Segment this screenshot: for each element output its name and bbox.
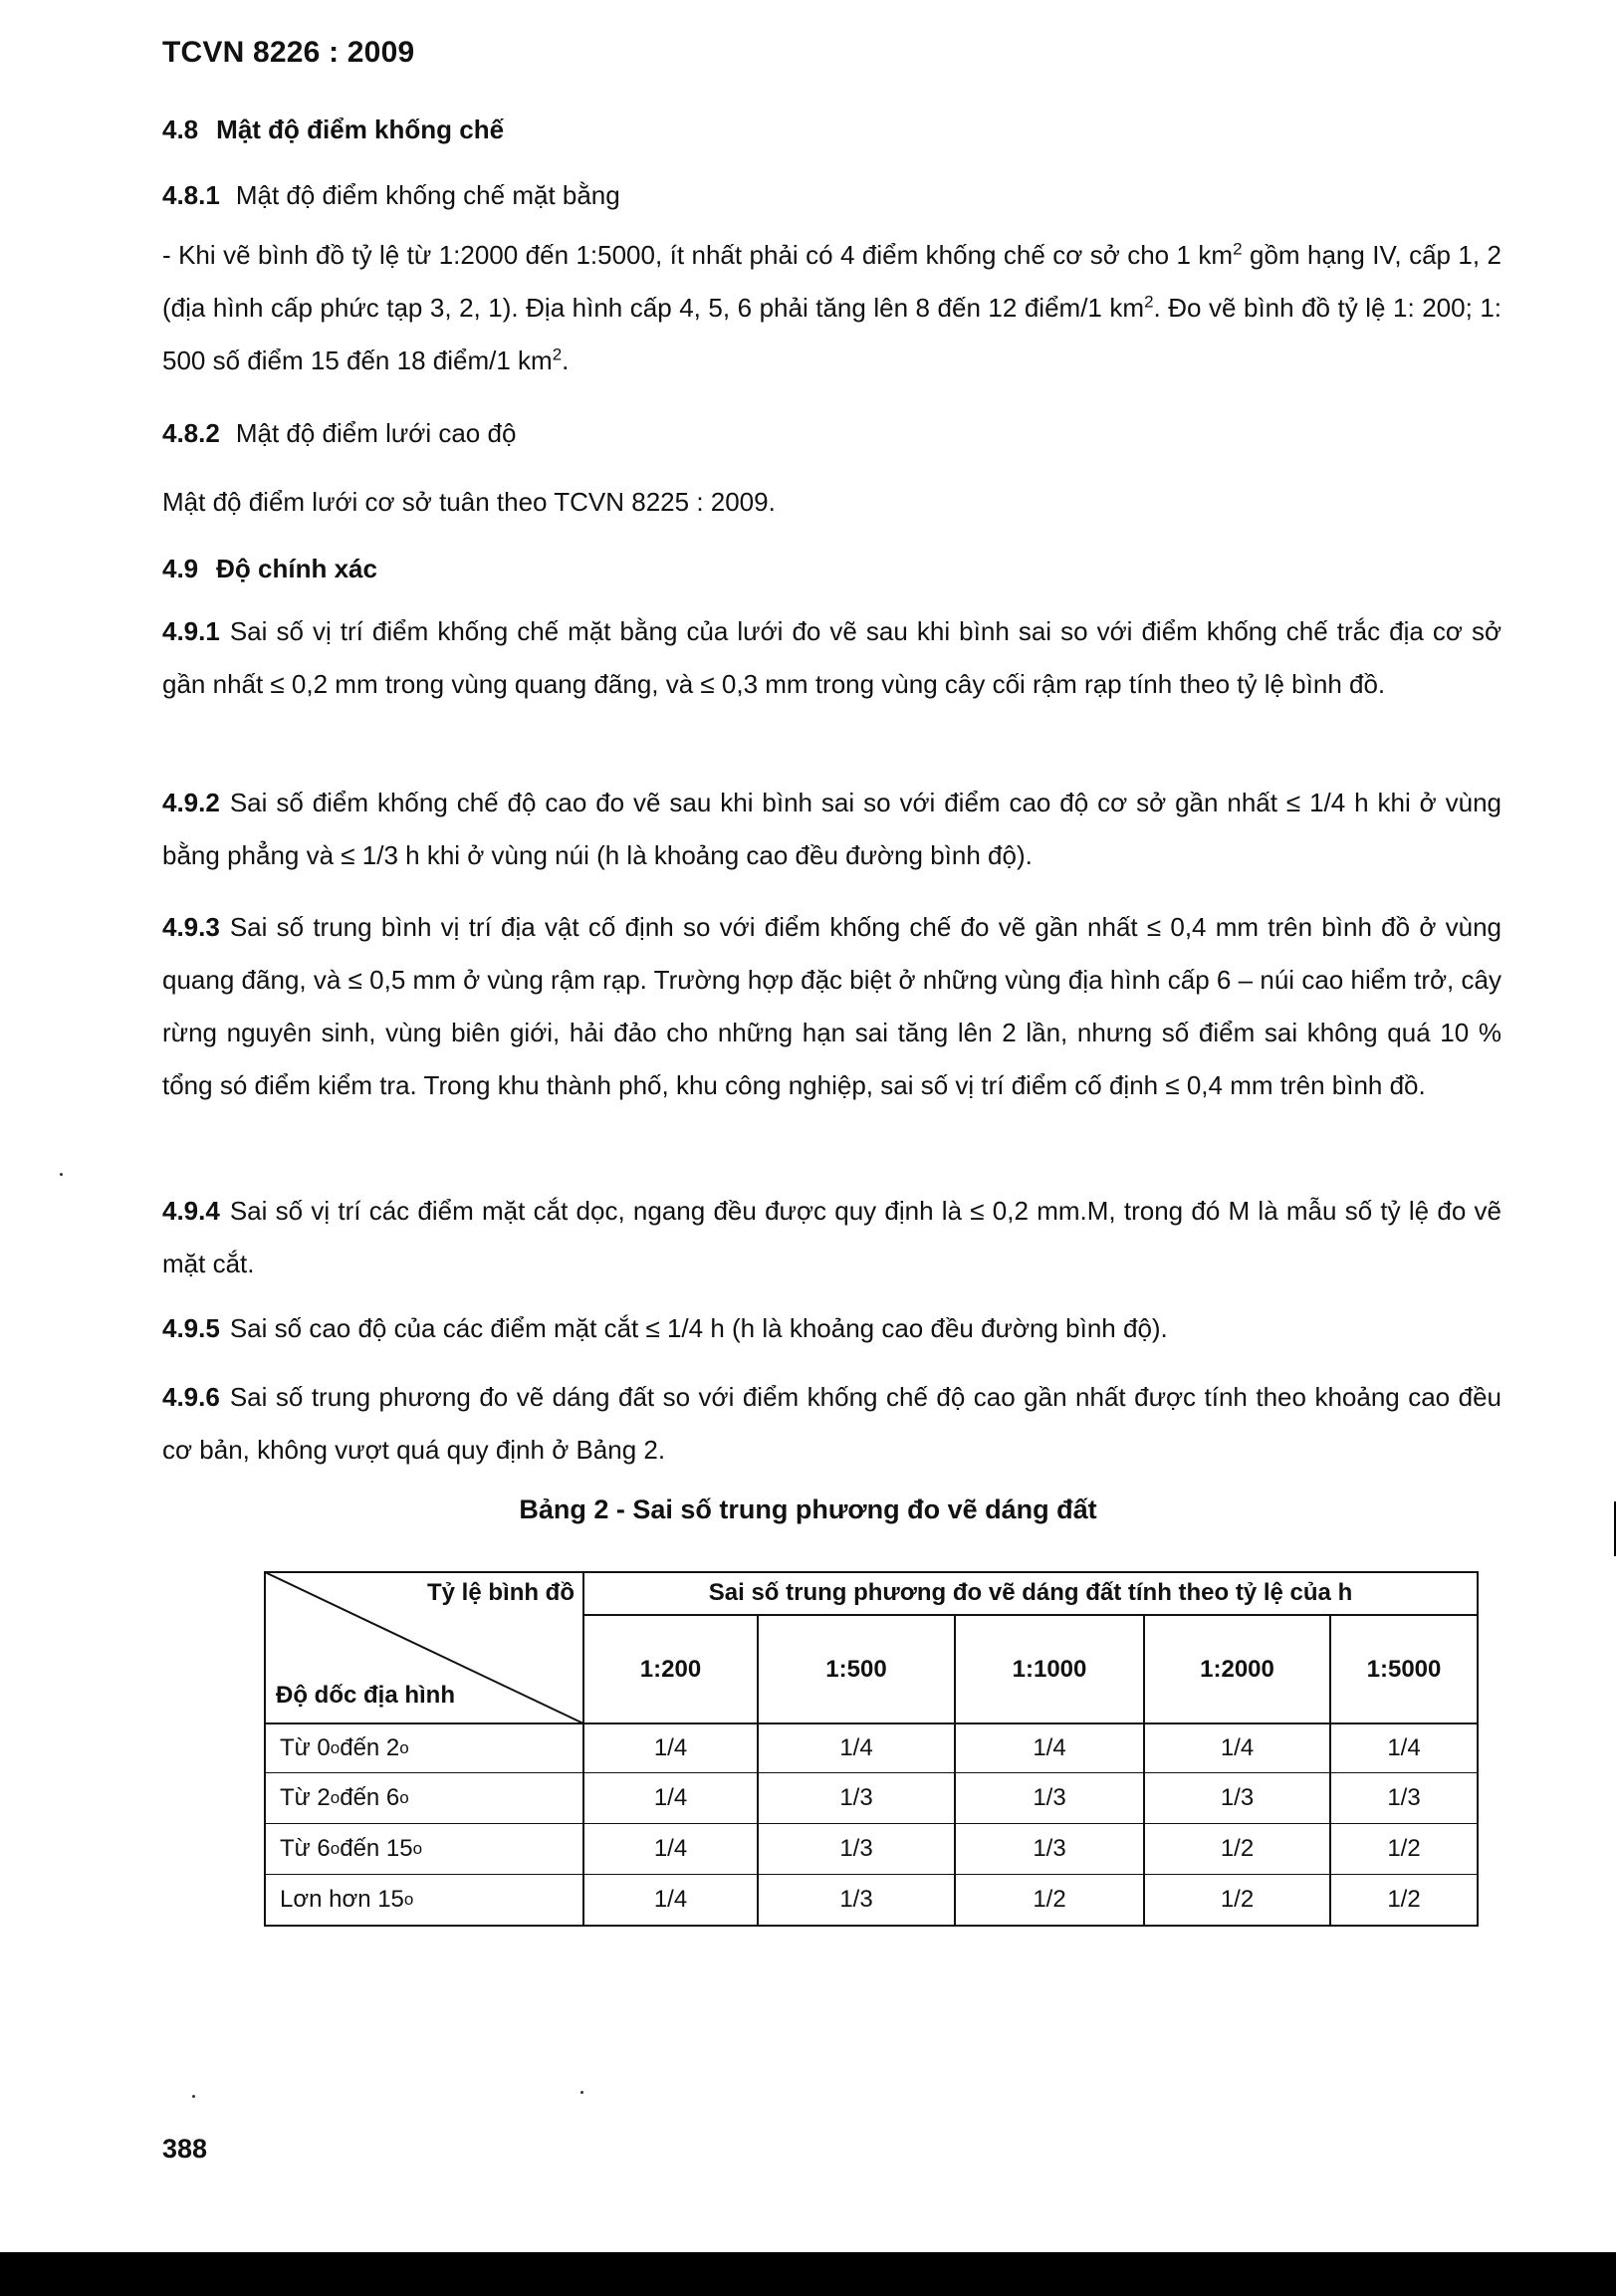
section-title: Mật độ điểm khống chế mặt bằng: [235, 180, 620, 210]
table-group-header: Sai số trung phương đo vẽ dáng đất tính theo tỷ lệ của h: [708, 1579, 1353, 1606]
table-border-bottom: [264, 1925, 1479, 1927]
paragraph-text: Sai số điểm khống chế độ cao đo vẽ sau khi bình sai so với điểm cao độ cơ sở gần nhất ≤ 1/4 h khi ở vùng bằng phẳng và ≤ 1/3 h khi ở vùng núi (h là khoảng cao đều đường bình độ).: [162, 788, 1501, 870]
paragraph-text: gồm hạng IV, cấp 1, 2 (địa hình cấp phức tạp 3, 2, 1). Địa hình cấp 4, 5, 6 phải tăng lên 8 đến 12 điểm/1 km: [162, 240, 1501, 323]
document-standard-header: TCVN 8226 : 2009: [162, 36, 415, 69]
table-cell: 1/3: [1033, 1784, 1066, 1811]
section-4-9-6-paragraph: [162, 1371, 1501, 1477]
table-cell: 1/3: [839, 1886, 873, 1913]
section-number: 4.8: [162, 115, 199, 144]
scan-speck: [60, 1173, 63, 1176]
table-cell: 1/2: [1387, 1886, 1421, 1913]
table-cell: 1/3: [1033, 1835, 1066, 1862]
table-cell: 1/4: [1033, 1734, 1066, 1761]
corner-label-scale: Tỷ lệ bình đồ: [427, 1579, 575, 1606]
table-cell: 1/4: [653, 1886, 688, 1913]
superscript: 2: [1144, 292, 1154, 312]
row-label: Lơn hơn 15 o: [280, 1886, 414, 1913]
section-title: Độ chính xác: [216, 554, 377, 583]
section-number: 4.9.6: [162, 1382, 220, 1412]
column-header: 1:500: [825, 1655, 887, 1683]
paragraph-text: Sai số vị trí điểm khống chế mặt bằng của lưới đo vẽ sau khi bình sai so với điểm khống chế trắc địa cơ sở gần nhất ≤ 0,2 mm trong vùng quang đãng, và ≤ 0,3 mm trong vùng cây cối rậm rạp tính theo tỷ lệ bình đồ.: [162, 616, 1501, 699]
row-label: Từ 2 o đến 6 o: [280, 1784, 409, 1811]
table-cell: 1/3: [839, 1784, 873, 1811]
paragraph-text: Sai số trung bình vị trí địa vật cố định so với điểm khống chế đo vẽ gần nhất ≤ 0,4 mm trên bình đồ ở vùng quang đãng, và ≤ 0,5 mm ở vùng rậm rạp. Trường hợp đặc biệt ở những vùng địa hình cấp 6 – núi cao hiểm trở, cây rừng nguyên sinh, vùng biên giới, hải đảo cho những hạn sai tăng lên 2 lần, nhưng số điểm sai không quá 10 % tổng só điểm kiểm tra. Trong khu thành phố, khu công nghiệp, sai số vị trí điểm cố định ≤ 0,4 mm trên bình đồ.: [162, 912, 1501, 1100]
section-4-9-5-paragraph: [162, 1302, 1501, 1355]
section-number: 4.9.3: [162, 912, 220, 942]
row-label: Từ 6 o đến 15 o: [280, 1835, 423, 1862]
error-table: [264, 1571, 1479, 1927]
superscript: 2: [1233, 239, 1243, 259]
scan-bottom-shadow: [0, 2252, 1616, 2296]
table-cell: 1/4: [653, 1835, 688, 1862]
corner-label-slope: Độ dốc địa hình: [276, 1682, 455, 1709]
column-header: 1:5000: [1366, 1655, 1442, 1683]
section-4-8-1-paragraph: [162, 229, 1501, 387]
section-4-8-2-paragraph: Mật độ điểm lưới cơ sở tuân theo TCVN 8225 : 2009.: [162, 487, 776, 517]
table-cell: 1/2: [1033, 1886, 1066, 1913]
section-number: 4.8.2: [162, 418, 220, 448]
section-4-8-heading: [162, 115, 504, 145]
section-4-9-3-paragraph: [162, 901, 1501, 1112]
column-header: 1:2000: [1200, 1655, 1274, 1683]
table-cell: 1/4: [653, 1784, 688, 1811]
section-number: 4.8.1: [162, 180, 220, 210]
section-4-9-4-paragraph: [162, 1185, 1501, 1290]
section-number: 4.9.5: [162, 1313, 220, 1343]
section-4-9-heading: [162, 554, 377, 584]
paragraph-text: . Đo vẽ bình đồ tỷ lệ 1: 200; 1: 500 số điểm 15 đến 18 điểm/1 km: [162, 293, 1502, 375]
table-cell: 1/4: [839, 1734, 873, 1761]
section-4-8-2-heading: [162, 418, 516, 449]
paragraph-text: Sai số vị trí các điểm mặt cắt dọc, ngang đều được quy định là ≤ 0,2 mm.M, trong đó M là mẫu số tỷ lệ đo vẽ mặt cắt.: [162, 1196, 1501, 1278]
table-cell: 1/2: [1387, 1835, 1421, 1862]
scan-speck: [580, 2091, 583, 2094]
paragraph-text: Sai số cao độ của các điểm mặt cắt ≤ 1/4 h (h là khoảng cao đều đường bình độ).: [229, 1313, 1168, 1343]
paragraph-text: .: [562, 345, 570, 375]
section-number: 4.9.2: [162, 788, 220, 817]
table-cell: 1/4: [1387, 1734, 1421, 1761]
column-header: 1:200: [639, 1655, 702, 1683]
section-4-8-1-heading: [162, 180, 620, 211]
table-cell: 1/4: [653, 1734, 688, 1761]
table-cell: 1/4: [1220, 1734, 1255, 1761]
table-cell: 1/2: [1220, 1886, 1255, 1913]
table-cell: 1/2: [1220, 1835, 1255, 1862]
section-title: Mật độ điểm khống chế: [216, 115, 505, 144]
section-number: 4.9.1: [162, 616, 220, 646]
section-number: 4.9: [162, 554, 199, 583]
table-cell: 1/3: [1387, 1784, 1421, 1811]
table-caption: Bảng 2 - Sai số trung phương đo vẽ dáng đất: [519, 1494, 1097, 1524]
scan-speck: [192, 2095, 195, 2098]
section-title: Mật độ điểm lưới cao độ: [235, 418, 517, 448]
table-cell: 1/3: [1220, 1784, 1255, 1811]
superscript: 2: [552, 344, 563, 364]
column-header: 1:1000: [1012, 1655, 1087, 1683]
table-cell: 1/3: [839, 1835, 873, 1862]
page-number: 388: [162, 2134, 208, 2164]
section-number: 4.9.4: [162, 1196, 220, 1226]
section-4-9-2-paragraph: [162, 777, 1501, 882]
paragraph-text: Sai số trung phương đo vẽ dáng đất so với điểm khống chế độ cao gần nhất được tính theo khoảng cao đều cơ bản, không vượt quá quy định ở Bảng 2.: [162, 1382, 1501, 1465]
paragraph-text: - Khi vẽ bình đồ tỷ lệ từ 1:2000 đến 1:5000, ít nhất phải có 4 điểm khống chế cơ sở cho 1 km: [162, 240, 1234, 270]
row-label: Từ 0 o đến 2 o: [280, 1734, 409, 1761]
section-4-9-1-paragraph: [162, 605, 1501, 711]
